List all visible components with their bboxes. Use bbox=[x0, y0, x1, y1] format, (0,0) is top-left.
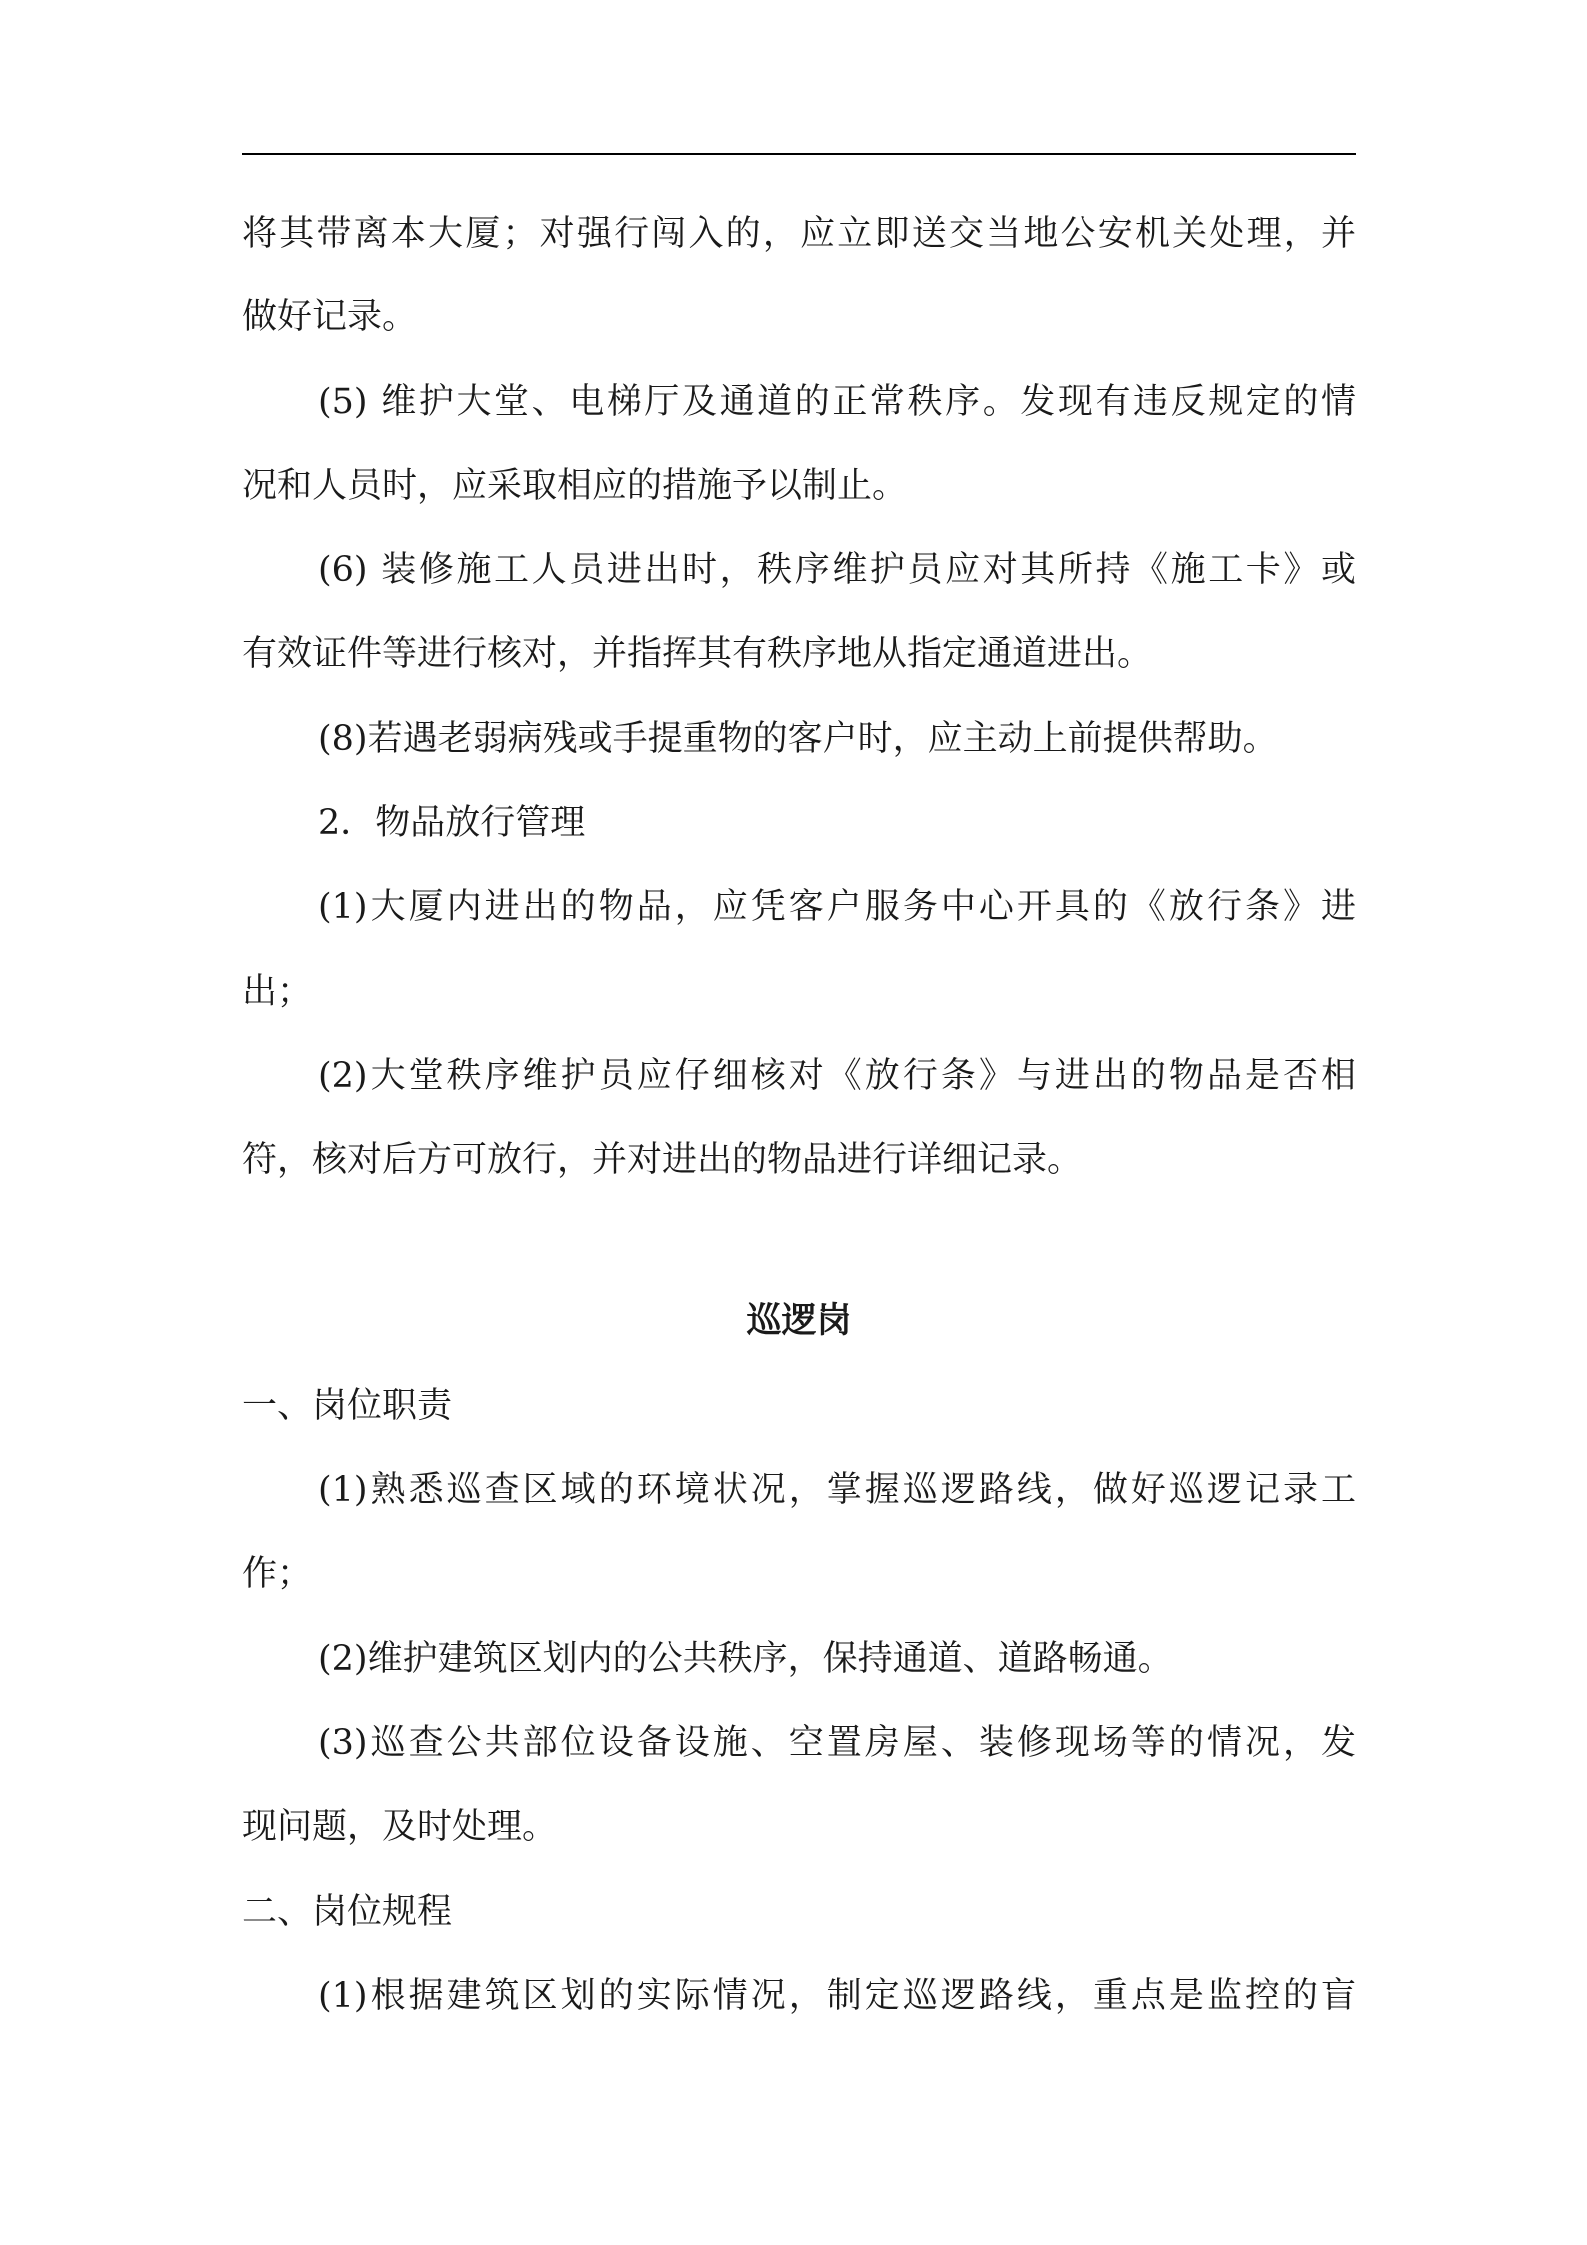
paragraph-line: 有效证件等进行核对，并指挥其有秩序地从指定通道进出。 bbox=[242, 634, 1153, 674]
paragraph-line: (6) 装修施工人员进出时，秩序维护员应对其所持《施工卡》或 bbox=[318, 550, 1356, 590]
paragraph-line: 作； bbox=[242, 1554, 313, 1594]
header-rule bbox=[242, 153, 1356, 155]
paragraph-line: 出； bbox=[242, 972, 313, 1012]
page-title: 巡逻岗 bbox=[746, 1300, 852, 1341]
paragraph-line: (1)熟悉巡查区域的环境状况，掌握巡逻路线，做好巡逻记录工 bbox=[318, 1470, 1356, 1510]
paragraph-line: (1)大厦内进出的物品，应凭客户服务中心开具的《放行条》进 bbox=[318, 887, 1356, 927]
paragraph-line: 将其带离本大厦；对强行闯入的，应立即送交当地公安机关处理，并 bbox=[242, 214, 1356, 254]
paragraph-line: (1)根据建筑区划的实际情况，制定巡逻路线，重点是监控的盲 bbox=[318, 1976, 1356, 2016]
paragraph-line: (2)维护建筑区划内的公共秩序，保持通道、道路畅通。 bbox=[318, 1639, 1173, 1679]
section-heading: 2．物品放行管理 bbox=[318, 803, 586, 843]
section-heading: 二、岗位规程 bbox=[242, 1892, 453, 1932]
paragraph-line: (3)巡查公共部位设备设施、空置房屋、装修现场等的情况，发 bbox=[318, 1723, 1356, 1763]
paragraph-line: (2)大堂秩序维护员应仔细核对《放行条》与进出的物品是否相 bbox=[318, 1056, 1356, 1096]
paragraph-line: (5) 维护大堂、电梯厅及通道的正常秩序。发现有违反规定的情 bbox=[318, 382, 1356, 422]
paragraph-line: 况和人员时，应采取相应的措施予以制止。 bbox=[242, 466, 908, 506]
paragraph-line: 做好记录。 bbox=[242, 297, 418, 337]
paragraph-line: 符，核对后方可放行，并对进出的物品进行详细记录。 bbox=[242, 1140, 1083, 1180]
paragraph-line: (8)若遇老弱病残或手提重物的客户时，应主动上前提供帮助。 bbox=[318, 719, 1278, 759]
section-heading: 一、岗位职责 bbox=[242, 1386, 453, 1426]
paragraph-line: 现问题，及时处理。 bbox=[242, 1807, 558, 1847]
